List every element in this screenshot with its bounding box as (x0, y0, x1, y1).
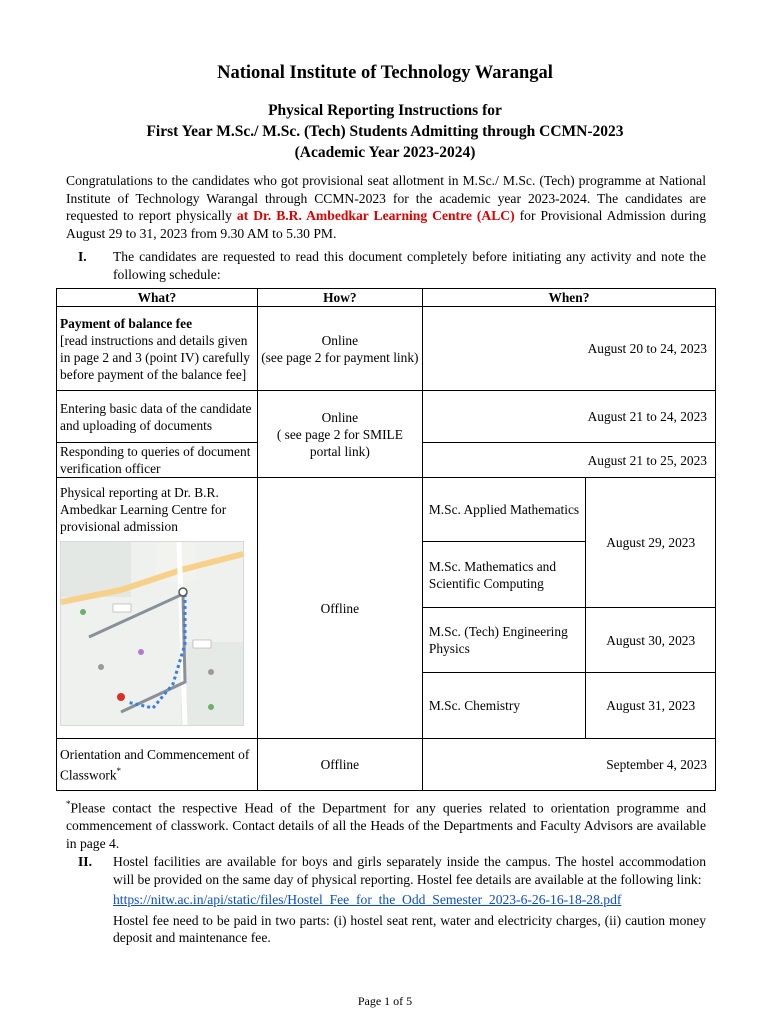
physical-date-2: August 30, 2023 (586, 608, 716, 673)
section-2-body (113, 853, 706, 947)
section-2-text: Hostel facilities are available for boys and girls separately inside the campus. The hostel accommodation will be provided on the same day of physical reporting. Hostel fee details are available at the following link: (113, 854, 706, 887)
section-2 (66, 853, 706, 983)
program-cell-3: M.Sc. (Tech) Engineering Physics (422, 608, 586, 673)
table-row-physical-1 (57, 478, 716, 542)
payment-how-mode: Online (321, 332, 359, 348)
physical-how: Offline (257, 478, 422, 739)
program-cell-1: M.Sc. Applied Mathematics (422, 478, 586, 542)
payment-title: Payment of balance fee (60, 315, 193, 331)
payment-how-note: (see page 2 for payment link) (261, 349, 419, 365)
subtitle-line-2: First Year M.Sc./ M.Sc. (Tech) Students Admitting through CCMN-2023 (146, 123, 624, 140)
section-1-text: The candidates are requested to read this document completely before initiating any activity and note the following schedule: (113, 249, 706, 282)
basic-when: August 21 to 24, 2023 (422, 391, 715, 443)
payment-when: August 20 to 24, 2023 (422, 307, 715, 391)
orientation-when: September 4, 2023 (422, 739, 715, 791)
header-when: When? (422, 289, 715, 307)
document-subtitle (0, 100, 770, 163)
section-2-number: II. (78, 854, 92, 869)
section-1 (66, 248, 706, 284)
basic-what: Entering basic data of the candidate and uploading of documents (57, 391, 258, 443)
program-cell-4: M.Sc. Chemistry (422, 673, 586, 739)
payment-how (257, 307, 422, 391)
header-how: How? (257, 289, 422, 307)
orientation-how: Offline (257, 739, 422, 791)
intro-text-2: for Provisional Admission during August 29 to 31, 2023 from 9.30 AM to 5.30 PM. (66, 208, 706, 241)
orientation-mark: * (116, 765, 122, 776)
intro-text-1: Congratulations to the candidates who got provisional seat allotment in M.Sc./ M.Sc. (Tech) programme at National Institute of Technology Warangal through CCMN-2023 for the academic year 2023-2024. The candidates are requested to report physically (66, 173, 706, 223)
queries-when: August 21 to 25, 2023 (422, 443, 715, 478)
subtitle-line-3: (Academic Year 2023-2024) (294, 144, 476, 161)
table-header-row (57, 289, 716, 307)
header-what: What? (57, 289, 258, 307)
hostel-link-row (113, 891, 706, 909)
physical-date-1: August 29, 2023 (586, 478, 716, 608)
table-row-payment (57, 307, 716, 391)
queries-what: Responding to queries of document verification officer (57, 443, 258, 478)
campus-map-graphic (61, 542, 243, 725)
schedule-table (56, 288, 716, 791)
footnote-mark: * (66, 799, 71, 809)
basic-how (257, 391, 422, 478)
basic-how-mode: Online (321, 409, 359, 425)
basic-how-note: ( see page 2 for SMILE portal link) (276, 426, 403, 459)
orientation-text: Orientation and Commencement of Classwork (60, 746, 250, 783)
intro-highlight: at Dr. B.R. Ambedkar Learning Centre (ALC) (236, 208, 515, 223)
footnote (66, 796, 706, 852)
table-row-basic-data (57, 391, 716, 443)
hostel-fee-link[interactable]: https://nitw.ac.in/api/static/files/Hostel_Fee_for_the_Odd_Semester_2023-6-26-16-18-28.pdf (113, 892, 622, 907)
section-1-number: I. (78, 249, 87, 264)
campus-map-image (60, 541, 244, 726)
physical-what-text: Physical reporting at Dr. B.R. Ambedkar Learning Centre for provisional admission (60, 485, 227, 534)
page-number: Page 1 of 5 (357, 994, 413, 1008)
section-2-text-2: Hostel fee need to be paid in two parts: (i) hostel seat rent, water and electricity charges, (ii) caution money deposit and maintenance fee. (113, 912, 706, 945)
payment-desc: [read instructions and details given in page 2 and 3 (point IV) carefully before payment of the balance fee] (60, 332, 251, 382)
footnote-text: Please contact the respective Head of the Department for any queries related to orientation programme and commencement of classwork. Contact details of all the Heads of the Departments and Faculty Advisors are available in page 4. (66, 800, 706, 851)
document-title: National Institute of Technology Warangal (217, 63, 553, 83)
physical-what (57, 478, 258, 739)
program-cell-2: M.Sc. Mathematics and Scientific Computing (422, 542, 586, 608)
subtitle-line-1: Physical Reporting Instructions for (268, 102, 502, 119)
table-row-orientation (57, 739, 716, 791)
physical-date-3: August 31, 2023 (586, 673, 716, 739)
payment-what (57, 307, 258, 391)
intro-paragraph (66, 172, 706, 242)
orientation-what (57, 739, 258, 791)
